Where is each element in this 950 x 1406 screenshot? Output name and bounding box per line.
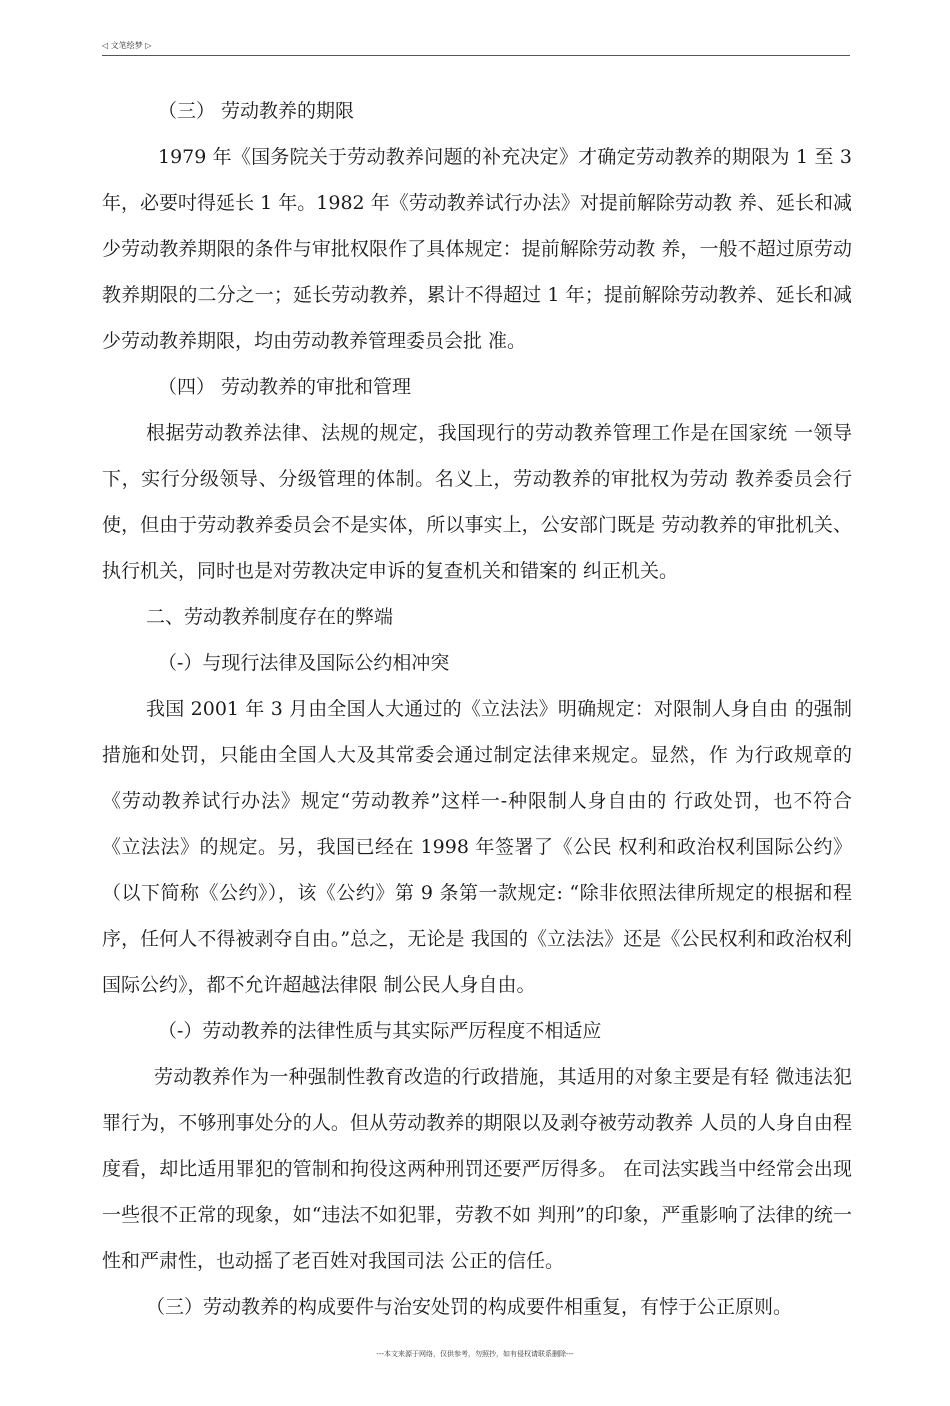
heading-approval: （四） 劳动教养的审批和管理 xyxy=(158,376,412,398)
paragraph-period: 1979 年《国务院关于劳动教养问题的补充决定》才确定劳动教养的期限为 1 至 3 年，必要吋得延长 1 年。1982 年《劳动教养试行办法》对提前解除劳动教 养、延长和减少劳动教养期限的条件与审批权限作了具体规定：提前解除劳动教 养，一般不超过原劳动教养期限的二分之一；延长劳动教养，累计不得超过 1 年；提前解除劳动教养、延长和减少劳动教养期限，均由劳动教养管理委员会批 准。 xyxy=(102,146,852,352)
page-header xyxy=(102,38,850,54)
header-title: ◁ 文笔绘梦 ▷ xyxy=(102,41,152,50)
heading-period: （三） 劳动教养的期限 xyxy=(158,100,355,122)
header-divider xyxy=(102,55,850,56)
heading-overlap: （三）劳动教养的构成要件与治安处罚的构成要件相重复，有悖于公正原则。 xyxy=(146,1296,793,1318)
heading-drawbacks: 二、劳动教养制度存在的弊端 xyxy=(146,606,394,628)
paragraph-approval: 根据劳动教养法律、法规的规定，我国现行的劳动教养管理工作是在国家统 一领导下，实行分级领导、分级管理的体制。名义上，劳动教养的审批权为劳动 教养委员会行使，但由于劳动教养委员会不是实体，所以事实上，公安部门既是 劳动教养的审批机关、执行机关，同时也是对劳教决定申诉的复查机关和错案的 纠正机关。 xyxy=(102,422,852,582)
heading-nature: （-）劳动教养的法律性质与其实际严厉程度不相适应 xyxy=(158,1020,602,1042)
paragraph-conflict: 我国 2001 年 3 月由全国人大通过的《立法法》明确规定：对限制人身自由 的强制措施和处罚，只能由全国人大及其常委会通过制定法律来规定。显然，作 为行政规章的《劳动教养试行办法》规定“劳动教养”这样一-种限制人身自由的 行政处罚，也不符合《立法法》的规定。另，我国已经在 1998 年签署了《公民 权利和政治权利国际公约》（以下简称《公约》），该《公约》第 9 条第一款规定: “除非依照法律所规定的根据和程序，任何人不得被剥夺自由。”总之，无论是 我国的《立法法》还是《公民权利和政治权利国际公约》，都不允许超越法律限 制公民人身自由。 xyxy=(102,698,852,996)
paragraph-nature: 劳动教养作为一种强制性教育改造的行政措施，其适用的对象主要是有轻 微违法犯罪行为，不够刑事处分的人。但从劳动教养的期限以及剥夺被劳动教养 人员的人身自由程度看，却比适用罪犯的管制和拘役这两种刑罚还要严厉得多。 在司法实践当中经常会出现一些很不正常的现象，如“违法不如犯罪，劳教不如 判刑”的印象，严重影响了法律的统一性和严肃性，也动摇了老百姓对我国司法 公正的信任。 xyxy=(102,1066,852,1272)
heading-conflict: （-）与现行法律及国际公约相冲突 xyxy=(158,652,450,674)
page-footer: ---本文来源于网络，仅供参考，勿照抄，如有侵权请联系删除--- xyxy=(376,1350,574,1358)
document-body xyxy=(102,88,852,1330)
